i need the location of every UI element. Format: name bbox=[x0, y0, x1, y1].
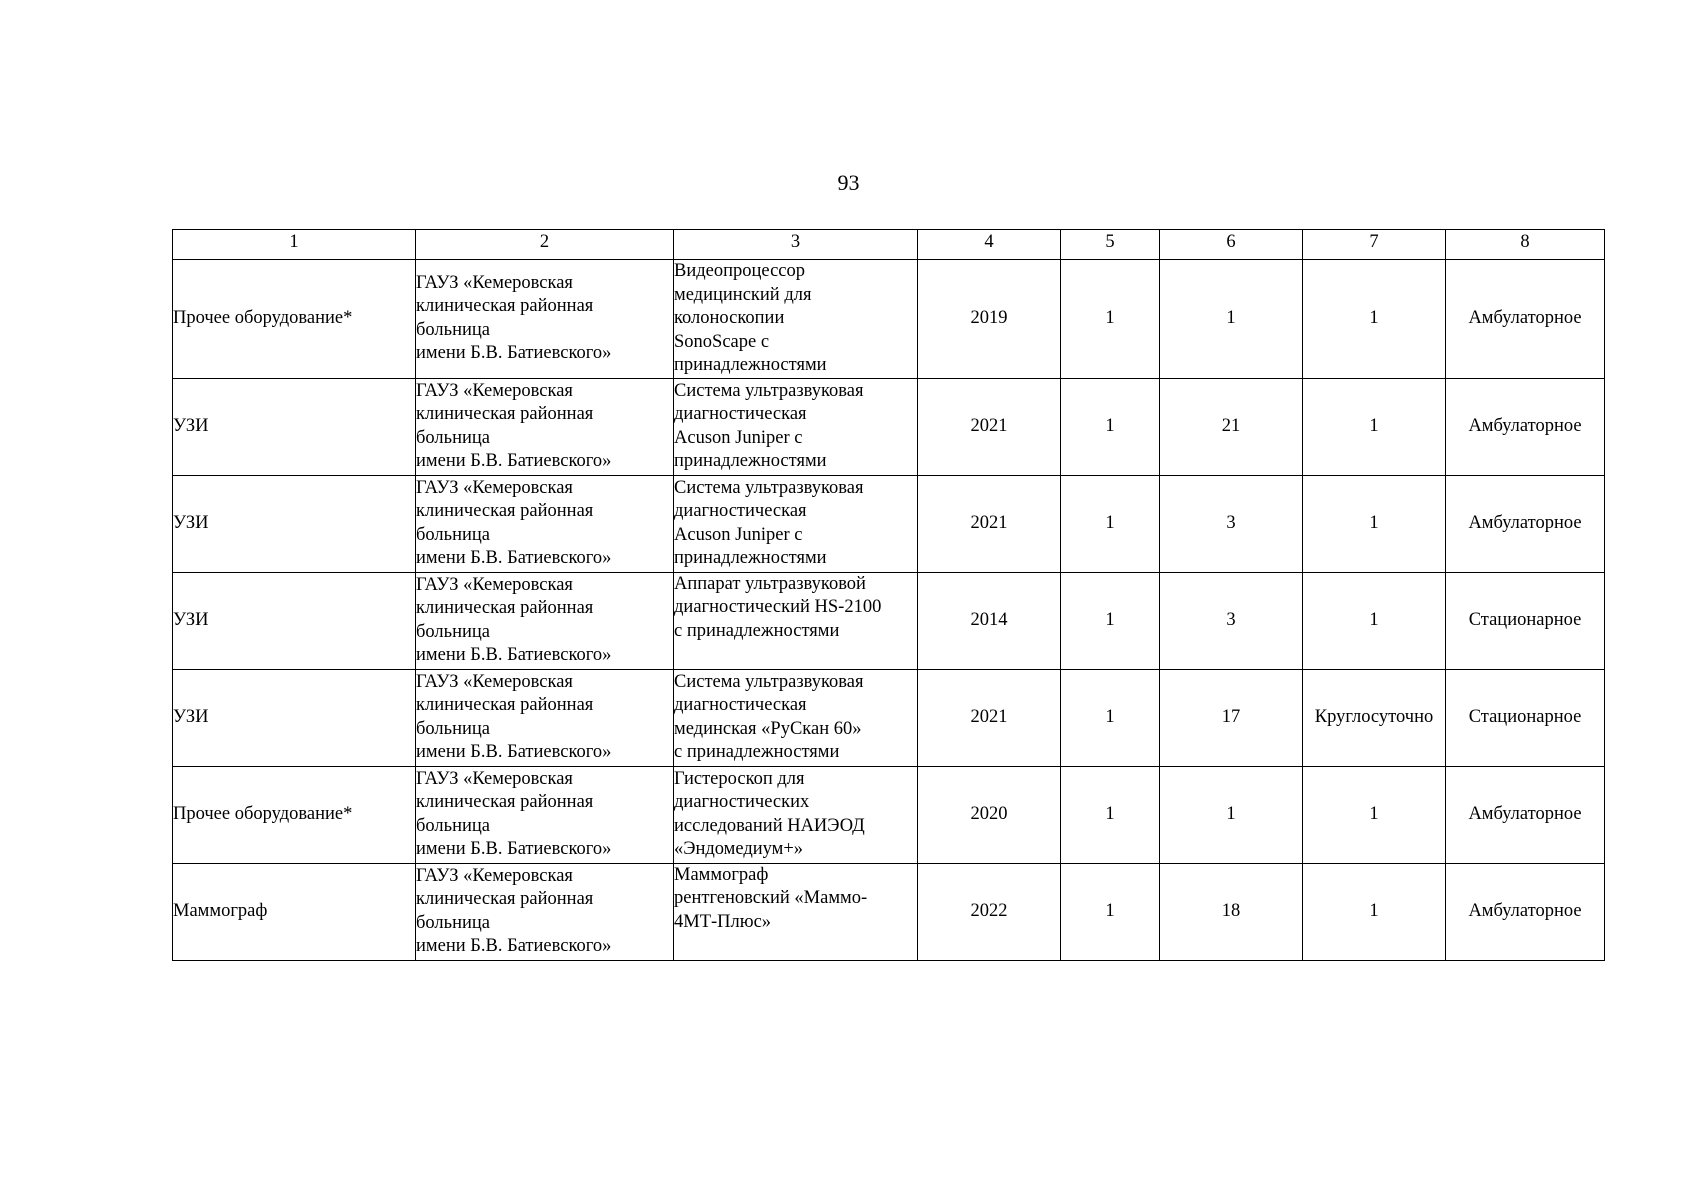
year-cell: 2020 bbox=[918, 766, 1061, 863]
table-row bbox=[173, 572, 1605, 669]
col5-cell: 1 bbox=[1061, 572, 1160, 669]
col6-cell: 3 bbox=[1160, 475, 1303, 572]
col7-cell: 1 bbox=[1303, 572, 1446, 669]
equipment-type-cell: Прочее оборудование* bbox=[173, 260, 416, 379]
device-cell: Система ультразвуковая диагностическая Acuson Juniper с принадлежностями bbox=[674, 475, 918, 572]
col7-cell: 1 bbox=[1303, 260, 1446, 379]
column-header: 7 bbox=[1303, 230, 1446, 260]
col6-cell: 3 bbox=[1160, 572, 1303, 669]
col7-cell: 1 bbox=[1303, 475, 1446, 572]
mode-cell: Стационарное bbox=[1446, 669, 1605, 766]
equipment-type-cell: Прочее оборудование* bbox=[173, 766, 416, 863]
device-cell: Маммограф рентгеновский «Маммо- 4МТ-Плюс» bbox=[674, 863, 918, 960]
mode-cell: Амбулаторное bbox=[1446, 863, 1605, 960]
page-number: 93 bbox=[837, 170, 860, 195]
year-cell: 2021 bbox=[918, 475, 1061, 572]
column-header: 8 bbox=[1446, 230, 1605, 260]
device-cell: Система ультразвуковая диагностическая мединская «РуСкан 60» с принадлежностями bbox=[674, 669, 918, 766]
year-cell: 2019 bbox=[918, 260, 1061, 379]
device-cell: Система ультразвуковая диагностическая Acuson Juniper с принадлежностями bbox=[674, 378, 918, 475]
table-row bbox=[173, 260, 1605, 379]
col7-cell: 1 bbox=[1303, 863, 1446, 960]
table-row bbox=[173, 378, 1605, 475]
mode-cell: Амбулаторное bbox=[1446, 766, 1605, 863]
col5-cell: 1 bbox=[1061, 766, 1160, 863]
mode-cell: Амбулаторное bbox=[1446, 475, 1605, 572]
header-row bbox=[173, 230, 1605, 260]
organization-cell: ГАУЗ «Кемеровская клиническая районная больница имени Б.В. Батиевского» bbox=[416, 260, 674, 379]
col6-cell: 18 bbox=[1160, 863, 1303, 960]
table-row bbox=[173, 766, 1605, 863]
col5-cell: 1 bbox=[1061, 378, 1160, 475]
year-cell: 2021 bbox=[918, 378, 1061, 475]
equipment-type-cell: УЗИ bbox=[173, 572, 416, 669]
col7-cell: 1 bbox=[1303, 766, 1446, 863]
column-header: 3 bbox=[674, 230, 918, 260]
organization-cell: ГАУЗ «Кемеровская клиническая районная больница имени Б.В. Батиевского» bbox=[416, 378, 674, 475]
organization-cell: ГАУЗ «Кемеровская клиническая районная больница имени Б.В. Батиевского» bbox=[416, 863, 674, 960]
column-header: 5 bbox=[1061, 230, 1160, 260]
table-row bbox=[173, 475, 1605, 572]
column-header: 1 bbox=[173, 230, 416, 260]
col6-cell: 1 bbox=[1160, 260, 1303, 379]
column-header: 4 bbox=[918, 230, 1061, 260]
equipment-type-cell: УЗИ bbox=[173, 669, 416, 766]
col7-cell: 1 bbox=[1303, 378, 1446, 475]
col6-cell: 1 bbox=[1160, 766, 1303, 863]
col5-cell: 1 bbox=[1061, 260, 1160, 379]
column-header: 2 bbox=[416, 230, 674, 260]
col5-cell: 1 bbox=[1061, 669, 1160, 766]
device-cell: Видеопроцессор медицинский для колоноскопии SonoScape с принадлежностями bbox=[674, 260, 918, 379]
table-row bbox=[173, 863, 1605, 960]
col6-cell: 17 bbox=[1160, 669, 1303, 766]
col5-cell: 1 bbox=[1061, 475, 1160, 572]
year-cell: 2014 bbox=[918, 572, 1061, 669]
equipment-type-cell: Маммограф bbox=[173, 863, 416, 960]
col7-cell: Круглосуточно bbox=[1303, 669, 1446, 766]
mode-cell: Амбулаторное bbox=[1446, 260, 1605, 379]
column-header: 6 bbox=[1160, 230, 1303, 260]
organization-cell: ГАУЗ «Кемеровская клиническая районная больница имени Б.В. Батиевского» bbox=[416, 572, 674, 669]
year-cell: 2022 bbox=[918, 863, 1061, 960]
col6-cell: 21 bbox=[1160, 378, 1303, 475]
mode-cell: Стационарное bbox=[1446, 572, 1605, 669]
year-cell: 2021 bbox=[918, 669, 1061, 766]
device-cell: Аппарат ультразвуковой диагностический HS-2100 с принадлежностями bbox=[674, 572, 918, 669]
col5-cell: 1 bbox=[1061, 863, 1160, 960]
equipment-table bbox=[172, 229, 1605, 961]
organization-cell: ГАУЗ «Кемеровская клиническая районная больница имени Б.В. Батиевского» bbox=[416, 669, 674, 766]
table-row bbox=[173, 669, 1605, 766]
equipment-type-cell: УЗИ bbox=[173, 475, 416, 572]
equipment-type-cell: УЗИ bbox=[173, 378, 416, 475]
mode-cell: Амбулаторное bbox=[1446, 378, 1605, 475]
organization-cell: ГАУЗ «Кемеровская клиническая районная больница имени Б.В. Батиевского» bbox=[416, 766, 674, 863]
organization-cell: ГАУЗ «Кемеровская клиническая районная больница имени Б.В. Батиевского» bbox=[416, 475, 674, 572]
device-cell: Гистероскоп для диагностических исследований НАИЭОД «Эндомедиум+» bbox=[674, 766, 918, 863]
